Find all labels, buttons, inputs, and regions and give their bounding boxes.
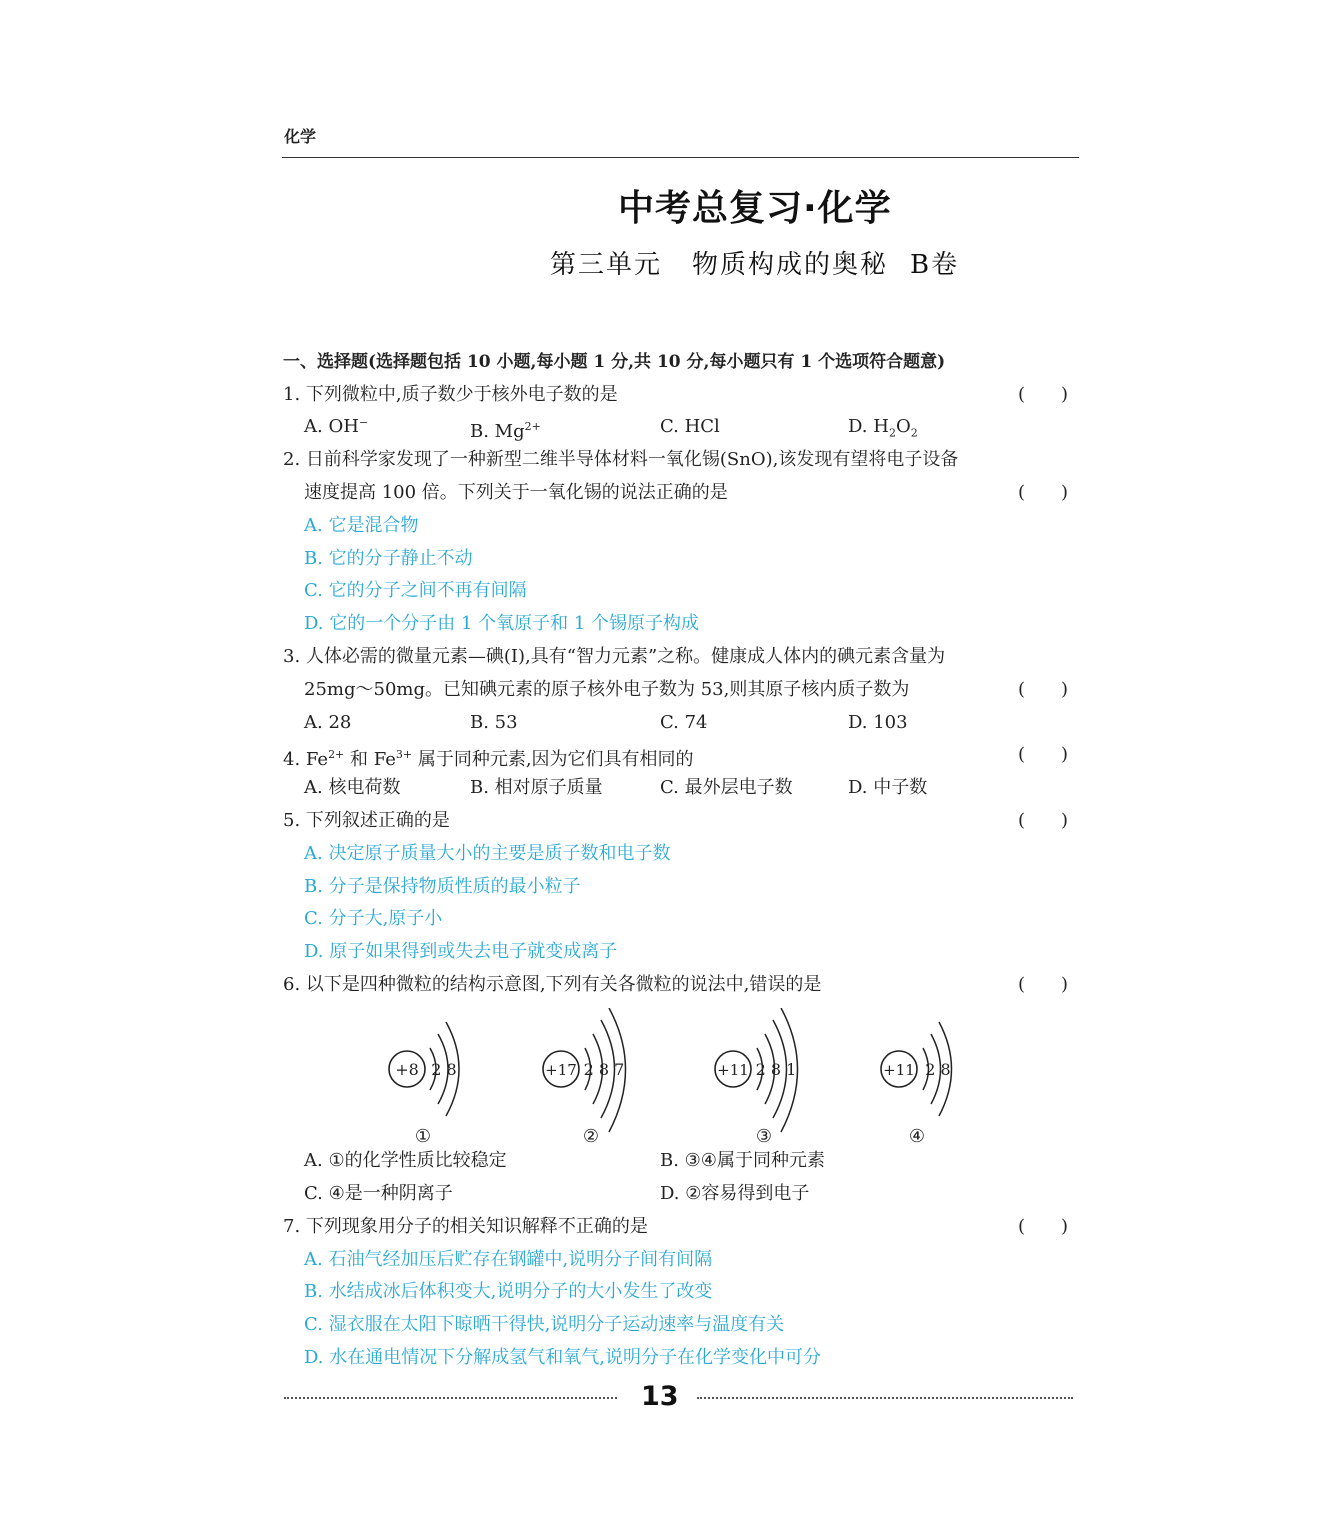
q4-stem-post: 属于同种元素,因为它们具有相同的 bbox=[412, 749, 694, 770]
q6-option-b: B. ③④属于同种元素 bbox=[660, 1150, 825, 1171]
q4-option-c: C. 最外层电子数 bbox=[660, 777, 793, 798]
q2-option-a: A. 它是混合物 bbox=[304, 515, 419, 536]
particle-3-nucleus: +11 bbox=[717, 1061, 749, 1079]
page-subtitle bbox=[550, 244, 959, 281]
q3-stem-line2: 25mg～50mg。已知碘元素的原子核外电子数为 53,则其原子核内质子数为 bbox=[304, 679, 910, 700]
q1-d-sub2: 2 bbox=[910, 426, 918, 440]
header-subject: 化学 bbox=[284, 127, 317, 146]
q7-answer-blank: ( ) bbox=[1018, 1216, 1069, 1237]
atomic-structure-diagram bbox=[360, 1008, 1000, 1150]
q6-stem: 6. 以下是四种微粒的结构示意图,下列有关各微粒的说法中,错误的是 bbox=[283, 974, 822, 995]
q2-stem-line1: 2. 日前科学家发现了一种新型二维半导体材料一氧化锡(SnO),该发现有望将电子设备 bbox=[283, 449, 959, 470]
q4-stem-pre: 4. Fe bbox=[283, 749, 329, 770]
q2-option-b: B. 它的分子静止不动 bbox=[304, 548, 473, 569]
particle-4-electrons: 2 8 bbox=[925, 1060, 951, 1079]
q4-answer-blank: ( ) bbox=[1018, 744, 1069, 765]
q2-answer-blank: ( ) bbox=[1018, 482, 1069, 503]
q1-option-d bbox=[848, 415, 918, 446]
particle-4-nucleus: +11 bbox=[883, 1061, 915, 1079]
header-rule bbox=[282, 157, 1079, 158]
subtitle-paper: B卷 bbox=[910, 250, 960, 280]
q2-stem-line2: 速度提高 100 倍。下列关于一氧化锡的说法正确的是 bbox=[304, 482, 728, 503]
q4-sup1: 2+ bbox=[328, 748, 345, 761]
q5-option-b: B. 分子是保持物质性质的最小粒子 bbox=[304, 876, 581, 897]
q6-option-d: D. ②容易得到电子 bbox=[660, 1183, 810, 1204]
q3-option-c: C. 74 bbox=[660, 712, 708, 733]
q1-option-b bbox=[470, 415, 541, 444]
q3-option-b: B. 53 bbox=[470, 712, 518, 733]
q7-option-a: A. 石油气经加压后贮存在钢罐中,说明分子间有间隔 bbox=[304, 1249, 713, 1270]
particle-2-electrons: 2 8 7 bbox=[583, 1060, 625, 1079]
q1-answer-blank: ( ) bbox=[1018, 384, 1069, 405]
q1-option-c: C. HCl bbox=[660, 416, 720, 437]
q4-option-d: D. 中子数 bbox=[848, 777, 928, 798]
q6-answer-blank: ( ) bbox=[1018, 974, 1069, 995]
q7-option-c: C. 湿衣服在太阳下晾晒干得快,说明分子运动速率与温度有关 bbox=[304, 1314, 785, 1335]
q3-option-a: A. 28 bbox=[304, 712, 352, 733]
q3-option-d: D. 103 bbox=[848, 712, 908, 733]
particle-2-label: ② bbox=[582, 1126, 600, 1147]
particle-3-electrons: 2 8 1 bbox=[755, 1060, 797, 1079]
q3-stem-line1: 3. 人体必需的微量元素—碘(I),具有“智力元素”之称。健康成人体内的碘元素含量为 bbox=[283, 646, 946, 667]
subtitle-topic: 物质构成的奥秘 bbox=[692, 250, 889, 280]
q1-d-main: D. H bbox=[848, 416, 889, 437]
q4-sup2: 3+ bbox=[395, 748, 413, 761]
particle-1-electrons: 2 8 bbox=[431, 1060, 457, 1079]
q5-option-a: A. 决定原子质量大小的主要是质子数和电子数 bbox=[304, 843, 671, 864]
q4-option-b: B. 相对原子质量 bbox=[470, 777, 603, 798]
page-title: 中考总复习·化学 bbox=[618, 188, 892, 229]
q2-option-c: C. 它的分子之间不再有间隔 bbox=[304, 580, 527, 601]
q1-d-sub1: 2 bbox=[888, 426, 896, 440]
q6-option-c: C. ④是一种阴离子 bbox=[304, 1183, 453, 1204]
section-heading: 一、选择题(选择题包括 10 小题,每小题 1 分,共 10 分,每小题只有 1 个选项符合题意) bbox=[283, 352, 946, 372]
q1-d-o: O bbox=[895, 416, 911, 437]
q6-option-a: A. ①的化学性质比较稳定 bbox=[304, 1150, 507, 1171]
q7-option-b: B. 水结成冰后体积变大,说明分子的大小发生了改变 bbox=[304, 1281, 713, 1302]
particle-2-nucleus: +17 bbox=[545, 1061, 577, 1079]
particle-1-label: ① bbox=[414, 1126, 432, 1147]
q1-b-sup: 2+ bbox=[524, 420, 541, 433]
q2-option-d: D. 它的一个分子由 1 个氧原子和 1 个锡原子构成 bbox=[304, 613, 700, 634]
q4-option-a: A. 核电荷数 bbox=[304, 777, 401, 798]
footer-dotted-rule-left bbox=[284, 1397, 617, 1399]
q5-stem: 5. 下列叙述正确的是 bbox=[283, 810, 450, 831]
q4-stem bbox=[283, 743, 694, 772]
q5-option-c: C. 分子大,原子小 bbox=[304, 908, 443, 929]
particle-1-nucleus: +8 bbox=[395, 1060, 419, 1079]
page-number: 13 bbox=[641, 1381, 679, 1412]
particle-4-label: ④ bbox=[908, 1126, 926, 1147]
q5-answer-blank: ( ) bbox=[1018, 810, 1069, 831]
q1-option-a: A. OH⁻ bbox=[304, 416, 369, 437]
q7-stem: 7. 下列现象用分子的相关知识解释不正确的是 bbox=[283, 1216, 648, 1237]
footer-dotted-rule-right bbox=[697, 1397, 1073, 1399]
q5-option-d: D. 原子如果得到或失去电子就变成离子 bbox=[304, 941, 618, 962]
subtitle-unit: 第三单元 bbox=[550, 250, 663, 280]
q7-option-d: D. 水在通电情况下分解成氢气和氧气,说明分子在化学变化中可分 bbox=[304, 1347, 821, 1368]
q1-stem: 1. 下列微粒中,质子数少于核外电子数的是 bbox=[283, 384, 618, 405]
q3-answer-blank: ( ) bbox=[1018, 679, 1069, 700]
q4-stem-mid: 和 Fe bbox=[344, 749, 396, 770]
particle-3-label: ③ bbox=[755, 1126, 773, 1147]
q1-b-main: B. Mg bbox=[470, 421, 525, 442]
